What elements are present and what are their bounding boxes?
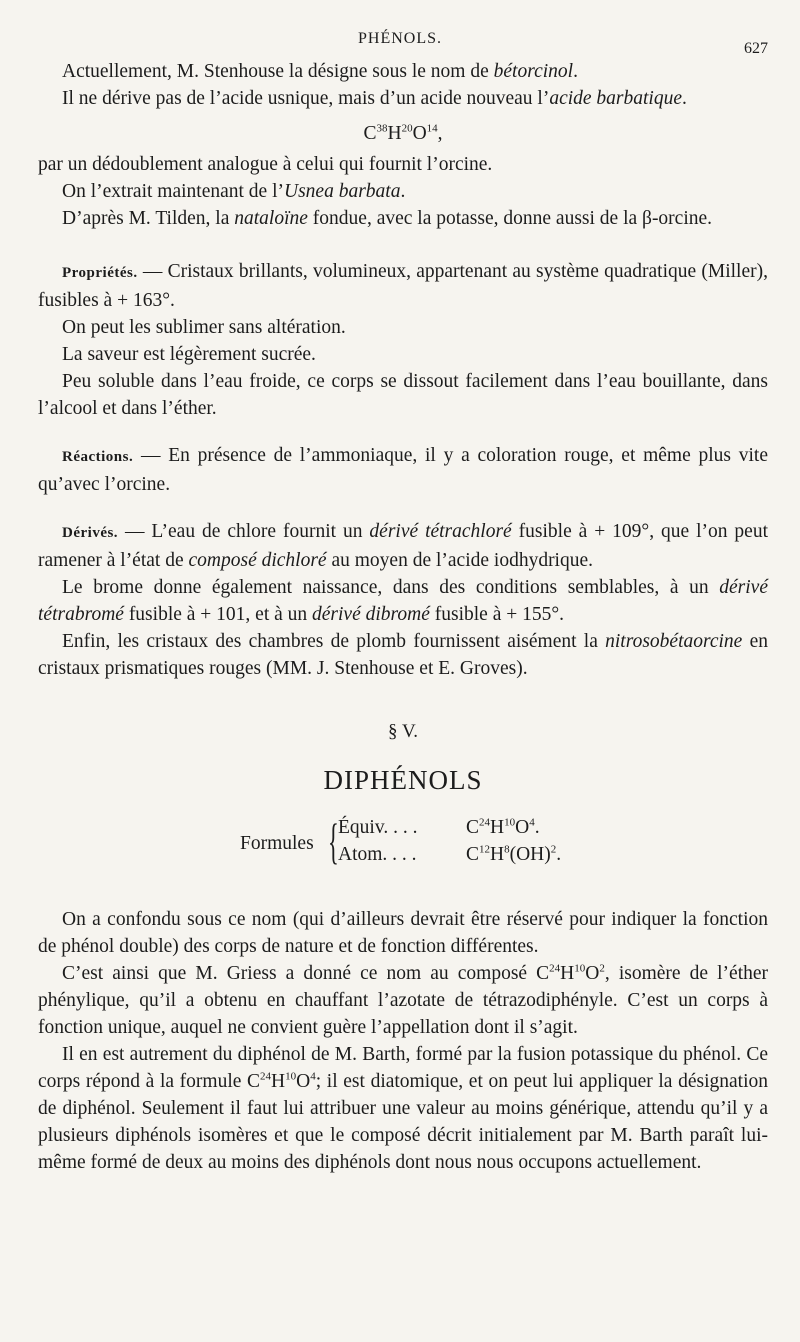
text: Le brome donne également naissance, dans des conditions semblables, à un <box>62 577 720 598</box>
text: H <box>560 963 575 984</box>
text: On l’extrait maintenant de l’ <box>62 181 285 202</box>
text: Il en est autrement du diphénol de M. Barth, formé par la fusion potassique du phénol. Ce corps répond à la formule C <box>38 1044 768 1092</box>
text: — L’eau de chlore fournit un <box>118 521 370 542</box>
text: , isomère de l’éther phénylique, qu’il a obtenu en chauffant l’azotate de tétrazodiphényle. C’est un corps à fonction unique, auquel ne convient guère l’appellation dont il s’agit. <box>38 963 769 1038</box>
section-title: DIPHÉNOLS <box>323 765 483 795</box>
paragraph-usnea <box>38 178 768 205</box>
text: O <box>585 963 600 984</box>
paragraph-acide-barbatique <box>38 85 768 112</box>
paragraph-griess <box>38 960 768 1041</box>
text: fusible à + 101, et à un <box>123 604 313 625</box>
page-number: 627 <box>744 40 768 57</box>
formula-part: C <box>466 844 480 865</box>
formula-index: 24 <box>260 1070 272 1083</box>
formulae-label: Formules <box>240 833 314 854</box>
formula-index: 12 <box>479 843 491 856</box>
italic-term: acide barbatique <box>549 88 683 109</box>
section-number: § V. <box>388 721 418 742</box>
formula-index: 2 <box>599 962 605 975</box>
text: fusible à + 109°, que l’on peut ramener à l’état de <box>38 521 768 571</box>
formula-row-label: Équiv. . . . <box>338 817 418 838</box>
formula-index: 2 <box>550 843 557 856</box>
text: O <box>296 1071 311 1092</box>
formula-part: O <box>515 817 530 838</box>
text: — En présence de l’ammoniaque, il y a coloration rouge, et même plus vite qu’avec l’orcine. <box>38 445 768 495</box>
paragraph-tilden <box>38 205 768 232</box>
italic-term: dérivé dibromé <box>312 604 430 625</box>
italic-term: bétorcinol <box>493 61 574 82</box>
paragraph-saveur: La saveur est légèrement sucrée. <box>62 344 316 365</box>
text: . <box>573 61 578 82</box>
formula-part: H <box>490 844 505 865</box>
formula-index: 8 <box>504 843 510 856</box>
italic-term: nataloïne <box>234 208 308 229</box>
formulae-block <box>38 812 768 876</box>
text: H <box>271 1071 286 1092</box>
formula-index: 4 <box>529 816 535 829</box>
text: Enfin, les cristaux des chambres de plomb fournissent aisément la <box>62 631 606 652</box>
paragraph-sublimer: On peut les sublimer sans altération. <box>62 317 346 338</box>
paragraph-betorcinol <box>38 58 768 85</box>
italic-term: nitrosobétaorcine <box>605 631 743 652</box>
formula-part: (OH) <box>509 844 551 865</box>
text: ; il est diatomique, et on peut lui appliquer la désignation de diphénol. Seulement il faut lui attribuer une valeur au moins générique, attendu qu’il y a plusieurs diphénols isomères et que le composé décrit initialement par M. Barth paraît lui-même formé de deux au moins des diphénols dont nous nous occupons actuellement. <box>38 1071 768 1173</box>
formula-index: 20 <box>401 122 413 135</box>
formula-index: 38 <box>376 122 388 135</box>
formula-acide-barbatique <box>38 120 768 147</box>
formula-index: 10 <box>574 962 586 975</box>
paragraph-proprietes <box>38 258 768 314</box>
lead-heading: Propriétés. <box>62 265 138 281</box>
formula-part: C <box>363 123 377 144</box>
paragraph-dedoublement: par un dédoublement analogue à celui qui fournit l’orcine. <box>38 154 493 175</box>
text: C’est ainsi que M. Griess a donné ce nom au composé C <box>62 963 550 984</box>
formula-index: 10 <box>285 1070 297 1083</box>
formula-part: , <box>437 123 443 144</box>
paragraph-brome <box>38 574 768 628</box>
formula-part: C <box>466 817 480 838</box>
text: Il ne dérive pas de l’acide usnique, mais d’un acide nouveau l’ <box>62 88 550 109</box>
page-content <box>38 58 768 1176</box>
formula-index: 24 <box>479 816 491 829</box>
running-head: PHÉNOLS. <box>357 30 442 47</box>
formula-part: H <box>490 817 505 838</box>
formula-index: 14 <box>426 122 438 135</box>
formula-part: . <box>556 844 562 865</box>
formulae-rows <box>338 814 561 868</box>
paragraph-chambres-plomb <box>38 628 768 682</box>
formula-index: 4 <box>310 1070 316 1083</box>
italic-term: Usnea barbata <box>284 181 401 202</box>
formula-row-atom <box>338 841 561 868</box>
text: D’après M. Tilden, la <box>62 208 235 229</box>
formula-part: H <box>387 123 402 144</box>
italic-term: dérivé tétrabromé <box>38 577 768 625</box>
lead-heading: Dérivés. <box>62 525 119 541</box>
formula-row-label: Atom. . . . <box>338 844 417 865</box>
paragraph-derives <box>38 518 768 574</box>
paragraph-confondu: On a confondu sous ce nom (qui d’ailleurs devrait être réservé pour indiquer la fonction de phénol double) des corps de nature et de fonction différentes. <box>38 909 768 957</box>
text: au moyen de l’acide iodhydrique. <box>326 550 594 571</box>
formula-index: 10 <box>504 816 516 829</box>
paragraph-solubilite: Peu soluble dans l’eau froide, ce corps se dissout facilement dans l’eau bouillante, dans l’alcool et dans l’éther. <box>38 371 768 419</box>
formula-part: O <box>412 123 427 144</box>
italic-term: composé dichloré <box>188 550 327 571</box>
lead-heading: Réactions. <box>62 449 134 465</box>
formula-index: 24 <box>549 962 561 975</box>
italic-term: dérivé tétrachloré <box>369 521 512 542</box>
paragraph-reactions <box>38 442 768 498</box>
text: . <box>682 88 687 109</box>
text: fondue, avec la potasse, donne aussi de la β-orcine. <box>307 208 713 229</box>
formula-part: . <box>534 817 540 838</box>
text: fusible à + 155°. <box>429 604 565 625</box>
formula-row-equiv <box>338 814 561 841</box>
text: — Cristaux brillants, volumineux, appartenant au système quadratique (Miller), fusibles à + 163°. <box>38 261 768 311</box>
text: Actuellement, M. Stenhouse la désigne sous le nom de <box>62 61 494 82</box>
text: . <box>400 181 406 202</box>
paragraph-barth <box>38 1041 768 1176</box>
text: en cristaux prismatiques rouges (MM. J. Stenhouse et E. Groves). <box>38 631 769 679</box>
left-brace-icon: { <box>328 813 339 869</box>
